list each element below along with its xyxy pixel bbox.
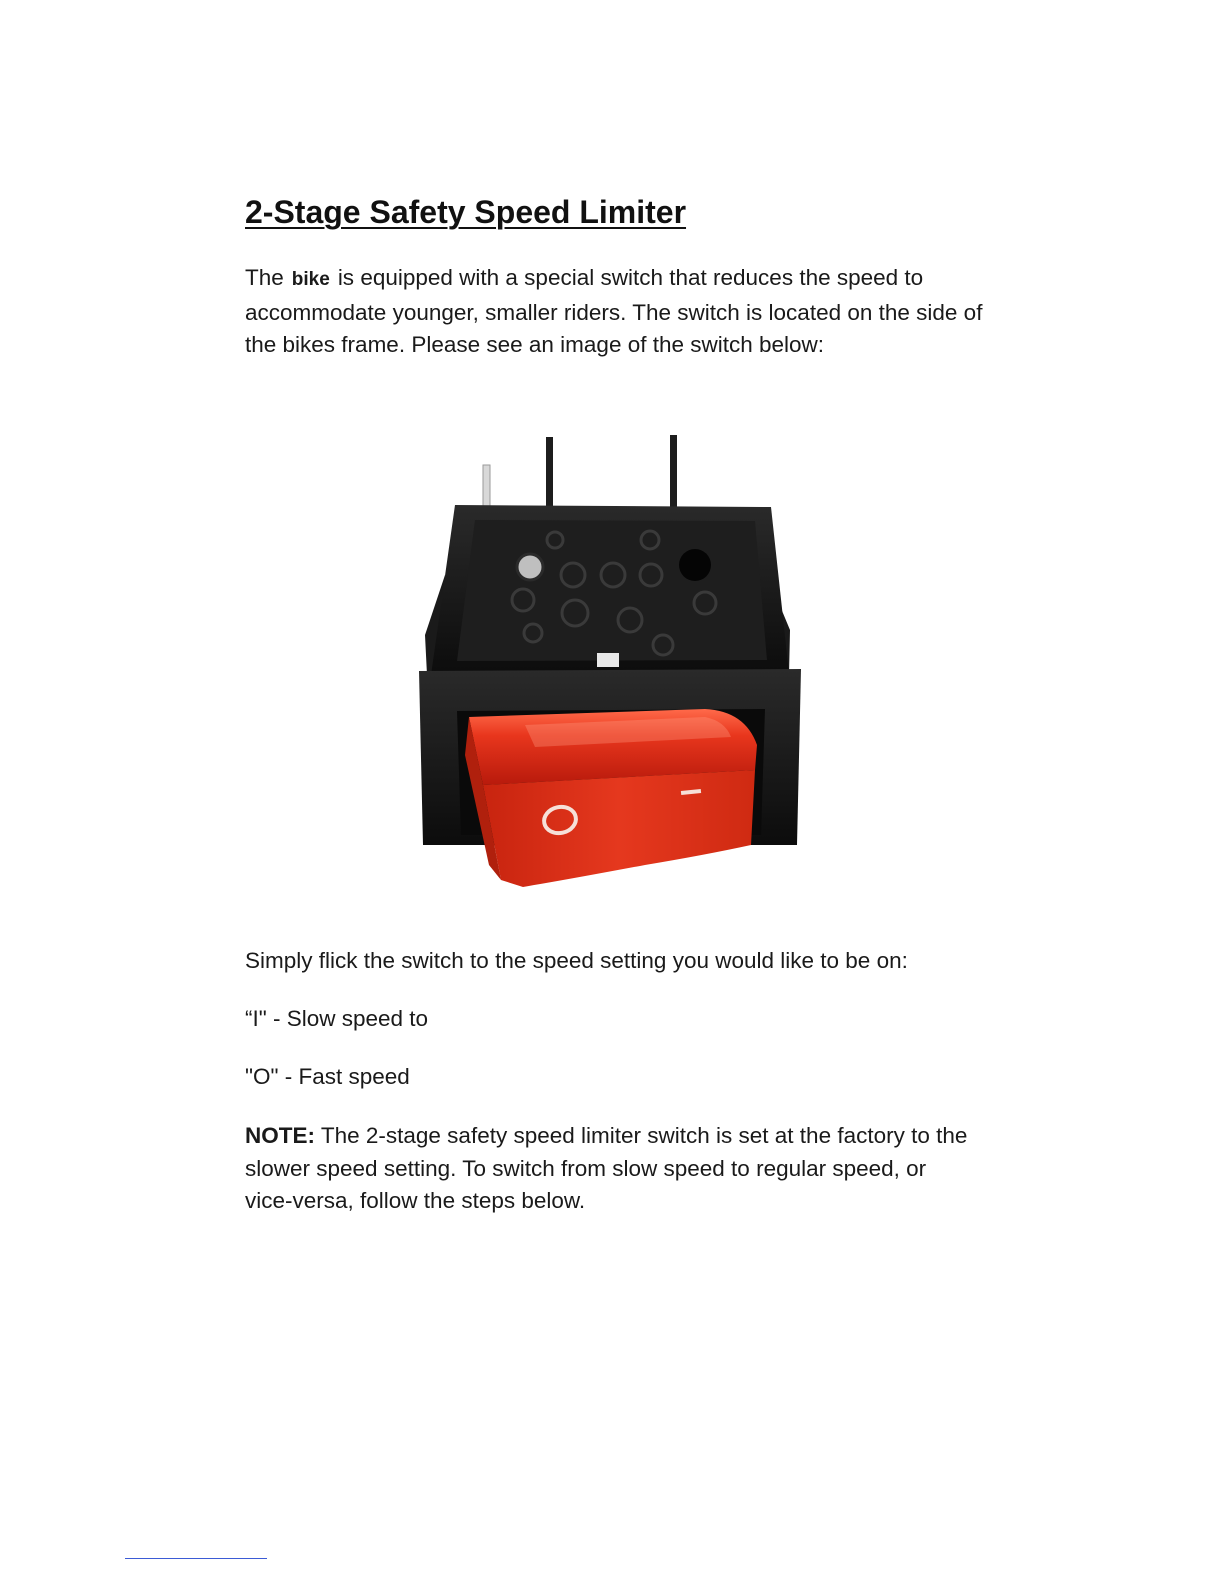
housing-hole-left <box>517 554 543 580</box>
setting-fast: "O" - Fast speed <box>245 1064 410 1089</box>
housing-notch <box>597 653 619 667</box>
note-label: NOTE: <box>245 1123 315 1148</box>
rocker-switch-photo <box>405 425 815 895</box>
instruction-text: Simply flick the switch to the speed setting you would like to be on: <box>245 948 908 973</box>
note-text: The 2-stage safety speed limiter switch is set at the factory to the slower speed setting. To switch from slow speed to regular speed, or vice-versa, follow the steps below. <box>245 1123 968 1213</box>
note-paragraph <box>245 1120 975 1218</box>
intro-text-rest: is equipped with a special switch that reduces the speed to accommodate younger, smaller riders. The switch is located on the side of the bikes frame. Please see an image of the switch below: <box>245 265 983 357</box>
setting-slow: “I" - Slow speed to <box>245 1006 429 1031</box>
footer-rule <box>125 1558 267 1559</box>
housing-back-inner <box>457 520 767 661</box>
housing-hole-right <box>679 549 711 581</box>
rocker-face <box>483 770 755 887</box>
intro-paragraph <box>245 262 985 362</box>
intro-text-start: The <box>245 265 284 290</box>
intro-bike-word: bike <box>291 269 330 290</box>
page-title: 2-Stage Safety Speed Limiter <box>245 194 687 230</box>
